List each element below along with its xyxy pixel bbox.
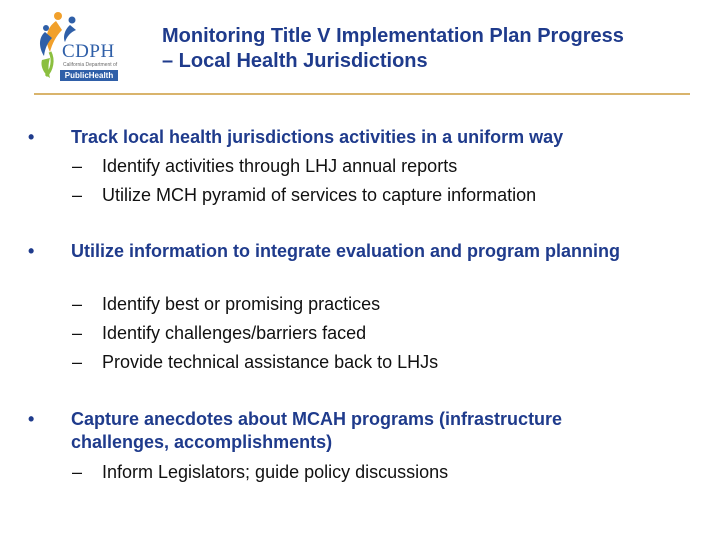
sub-item bbox=[72, 155, 457, 178]
bullet-item bbox=[28, 408, 651, 454]
logo-subtitle: California Department of bbox=[63, 62, 118, 68]
sub-text: Provide technical assistance back to LHJs bbox=[102, 352, 439, 372]
bullet-text: Capture anecdotes about MCAH programs (infrastructure challenges, accomplishments) bbox=[71, 409, 563, 452]
title-line-2: – Local Health Jurisdictions bbox=[162, 50, 428, 72]
bullet-item bbox=[28, 126, 651, 149]
sub-item bbox=[72, 351, 438, 374]
sub-item bbox=[72, 461, 448, 484]
cdph-logo bbox=[36, 8, 120, 82]
bullet-marker: • bbox=[28, 127, 35, 147]
sub-dash: – bbox=[72, 185, 83, 205]
sub-text: Utilize MCH pyramid of services to capture information bbox=[102, 185, 537, 205]
title-divider bbox=[34, 93, 690, 95]
logo-program: PublicHealth bbox=[60, 70, 118, 81]
sub-dash: – bbox=[72, 462, 83, 482]
sub-dash: – bbox=[72, 294, 83, 314]
sub-text: Inform Legislators; guide policy discussions bbox=[102, 462, 449, 482]
sub-dash: – bbox=[72, 352, 83, 372]
sub-text: Identify challenges/barriers faced bbox=[102, 323, 367, 343]
sub-item bbox=[72, 322, 366, 345]
bullet-marker: • bbox=[28, 241, 35, 261]
sub-text: Identify activities through LHJ annual reports bbox=[102, 156, 458, 176]
title-line-1: Monitoring Title V Implementation Plan Progress bbox=[162, 25, 624, 47]
logo-org-name: CDPH bbox=[62, 41, 115, 62]
sub-dash: – bbox=[72, 156, 83, 176]
page-title bbox=[162, 24, 702, 74]
bullet-text: Utilize information to integrate evaluation and program planning bbox=[71, 241, 621, 261]
bullet-marker: • bbox=[28, 409, 35, 429]
sub-text: Identify best or promising practices bbox=[102, 294, 381, 314]
sub-item bbox=[72, 293, 380, 316]
bullet-text: Track local health jurisdictions activities in a uniform way bbox=[71, 127, 564, 147]
bullet-item bbox=[28, 240, 651, 263]
sub-item bbox=[72, 184, 536, 207]
sub-dash: – bbox=[72, 323, 83, 343]
